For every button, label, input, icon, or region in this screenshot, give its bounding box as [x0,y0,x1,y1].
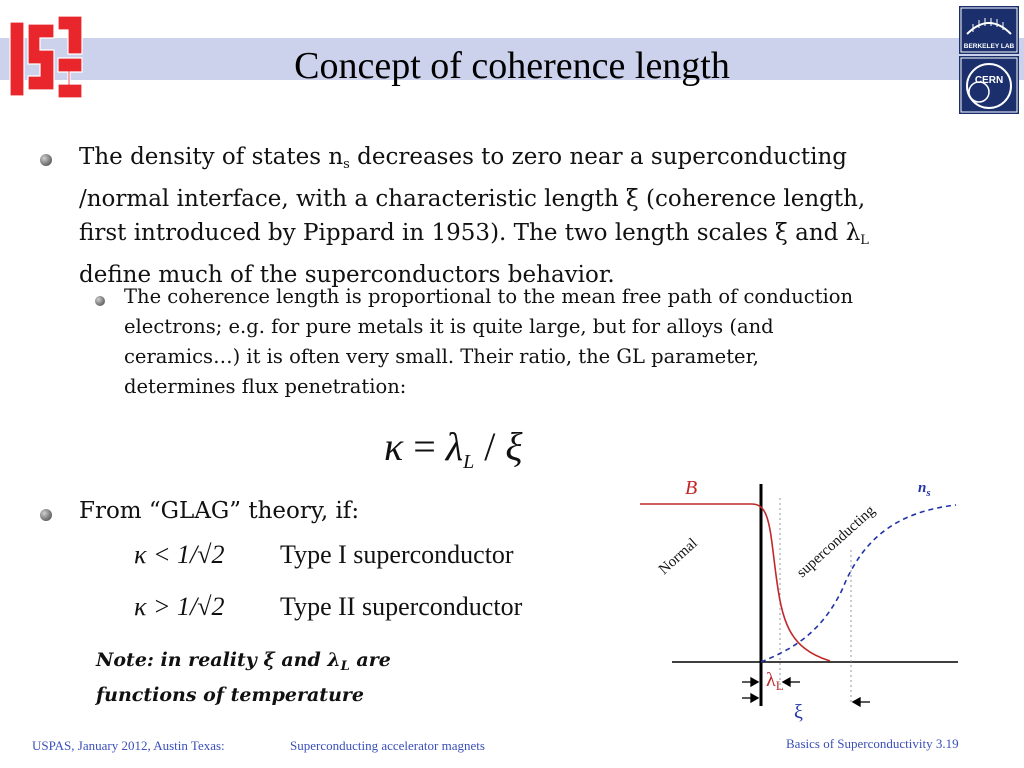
xi-label: ξ [794,701,803,723]
sub-bullet-line2: electrons; e.g. for pure metals it is quite large, but for alloys (and [124,315,774,338]
bullet1-line2: /normal interface, with a characteristic length ξ (coherence length, [79,186,866,212]
berkeley-lab-text: BERKELEY LAB [963,43,1015,50]
type2-formula: κ > 1/√2 [134,592,225,621]
bullet1-line1: The density of states $n_s$ decreases to zero near a superconducting [79,144,847,172]
superconducting-label: superconducting [793,502,879,581]
temperature-note [96,646,456,710]
b-label: B [685,477,698,499]
type1-formula: κ < 1/√2 [134,540,225,569]
berkeley-lab-logo [959,6,1019,54]
b-field-curve [640,504,830,661]
sub-bullet-line4: determines flux penetration: [124,375,407,398]
footer-right: Basics of Superconductivity 3.19 [786,736,959,751]
ns-label: $n_s$ [918,480,931,499]
normal-label: Normal [655,535,701,578]
cern-logo [959,56,1019,114]
type2-line [134,590,522,624]
bullet-icon [40,154,52,166]
sub-bullet-icon [95,296,105,306]
footer-middle: Superconducting accelerator magnets [290,738,485,753]
interface-diagram [630,470,970,730]
type2-label: Type II superconductor [280,592,523,621]
bullet1-line4: define much of the superconductors behavior. [79,262,615,288]
cern-text: CERN [974,75,1004,86]
slide-title: Concept of coherence length [294,45,730,87]
sub-bullet-line3: ceramics…) it is often very small. Their ratio, the GL parameter, [124,345,759,368]
sub-bullet-line1: The coherence length is proportional to the mean free path of conduction [124,285,854,308]
footer-left: USPAS, January 2012, Austin Texas: [32,738,225,753]
bullet2-text: From “GLAG” theory, if: [79,498,360,524]
kappa-formula: $\kappa = \lambda_L / \xi$ [384,424,523,473]
bullet1-text [79,140,969,292]
type1-line [134,538,514,572]
uspas-logo [8,12,90,108]
note-line1: Note: in reality ξ and $\lambda_L$ are [96,649,391,674]
note-line2: functions of temperature [96,684,364,706]
lambda-label: $\lambda_L$ [766,669,784,693]
bullet1-line3: first introduced by Pippard in 1953). The two length scales ξ and $\lambda_L$ [79,220,869,248]
type1-label: Type I superconductor [280,540,514,569]
sub-bullet-text [124,282,994,402]
bullet-icon [40,509,52,521]
